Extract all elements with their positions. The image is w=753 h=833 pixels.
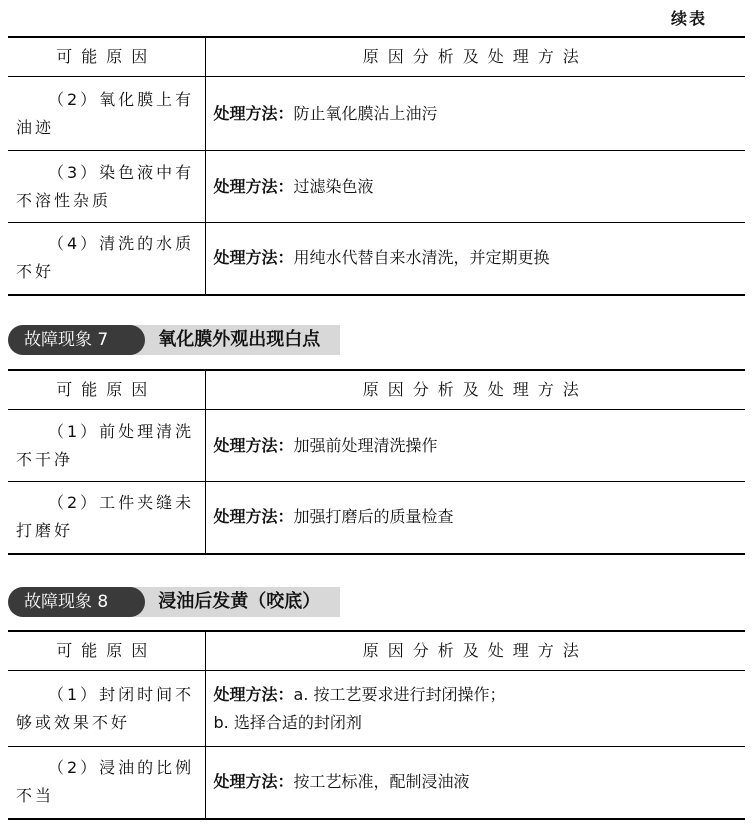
table-continued bbox=[8, 36, 745, 296]
solution-label: 处理方法： bbox=[213, 772, 294, 792]
solution-text: 按工艺标准，配制浸油液 bbox=[293, 772, 470, 792]
table-row bbox=[8, 671, 745, 747]
continued-label: 续表 bbox=[670, 9, 707, 28]
header-analysis: 原因分析及处理方法 bbox=[205, 37, 745, 77]
cause-cell: （4）清洗的水质不好 bbox=[8, 223, 205, 295]
table-row bbox=[8, 77, 745, 151]
cause-cell: （1）前处理清洗不干净 bbox=[8, 410, 205, 482]
solution-text: a. 按工艺要求进行封闭操作； bbox=[293, 684, 506, 704]
header-analysis: 原因分析及处理方法 bbox=[205, 370, 745, 410]
section-8-badge: 故障现象 8 bbox=[8, 587, 130, 617]
cause-cell: （3）染色液中有不溶性杂质 bbox=[8, 151, 205, 223]
solution-label: 处理方法： bbox=[213, 507, 294, 527]
solution-label: 处理方法： bbox=[213, 248, 294, 268]
header-cause: 可能原因 bbox=[8, 631, 205, 671]
solution-text: b. 选择合适的封闭剂 bbox=[213, 712, 362, 732]
cause-cell: （2）浸油的比例不当 bbox=[8, 747, 205, 819]
table-header-row bbox=[8, 37, 745, 77]
solution-cell bbox=[205, 482, 745, 554]
solution-cell bbox=[205, 151, 745, 223]
solution-label: 处理方法： bbox=[213, 103, 294, 123]
solution-text: 防止氧化膜沾上油污 bbox=[293, 103, 438, 123]
solution-cell bbox=[205, 410, 745, 482]
table-row bbox=[8, 223, 745, 295]
section-8-heading bbox=[8, 587, 340, 617]
table-section-7 bbox=[8, 369, 745, 555]
table-row bbox=[8, 151, 745, 223]
solution-text: 加强前处理清洗操作 bbox=[293, 435, 438, 455]
section-7-title: 氧化膜外观出现白点 bbox=[130, 325, 340, 355]
table-row bbox=[8, 410, 745, 482]
solution-cell bbox=[205, 747, 745, 819]
table-section-8 bbox=[8, 630, 745, 820]
table-header-row bbox=[8, 370, 745, 410]
solution-label: 处理方法： bbox=[213, 684, 294, 704]
cause-cell: （1）封闭时间不够或效果不好 bbox=[8, 671, 205, 747]
section-7-badge: 故障现象 7 bbox=[8, 325, 130, 355]
table-header-row bbox=[8, 631, 745, 671]
table-row bbox=[8, 482, 745, 554]
header-cause: 可能原因 bbox=[8, 37, 205, 77]
solution-text: 用纯水代替自来水清洗，并定期更换 bbox=[293, 248, 550, 268]
section-8-title: 浸油后发黄（咬底） bbox=[130, 587, 340, 617]
header-analysis: 原因分析及处理方法 bbox=[205, 631, 745, 671]
cause-cell: （2）氧化膜上有油迹 bbox=[8, 77, 205, 151]
table-row bbox=[8, 747, 745, 819]
solution-cell bbox=[205, 77, 745, 151]
solution-cell bbox=[205, 223, 745, 295]
section-7-heading bbox=[8, 325, 340, 355]
cause-cell: （2）工件夹缝未打磨好 bbox=[8, 482, 205, 554]
solution-text: 过滤染色液 bbox=[293, 176, 374, 196]
solution-label: 处理方法： bbox=[213, 435, 294, 455]
header-cause: 可能原因 bbox=[8, 370, 205, 410]
solution-label: 处理方法： bbox=[213, 176, 294, 196]
solution-text: 加强打磨后的质量检查 bbox=[293, 507, 454, 527]
solution-cell bbox=[205, 671, 745, 747]
